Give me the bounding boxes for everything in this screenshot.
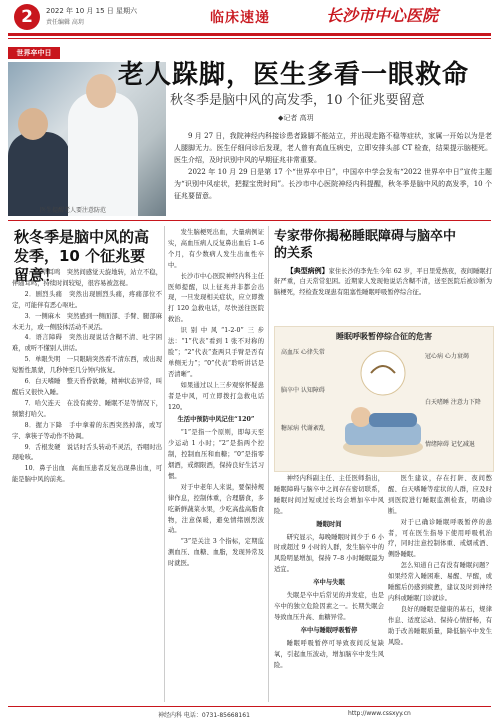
symptom-item: 1．眩晕耳鸣 突然间感觉天旋地转，站立不稳，伴随耳鸣，持续时间较短，很容易被忽视。 (12, 269, 162, 287)
middle-column (168, 228, 264, 570)
symptom-item: 8．握力下降 手中拿着的东西突然掉落，或写字、拿筷子等动作不协调。 (12, 421, 162, 440)
diagram-label: 白天嗜睡 注意力下降 (425, 399, 481, 406)
symptom-item: 9．舌根发硬 说话时舌头转动不灵活，吞咽时出现呛咳。 (12, 443, 162, 462)
body-paragraph: 长沙市中心医院神经内科主任医师提醒，以上征兆并非都会出现，一旦发现相关症状，应立即拨打 120 急救电话，尽快送往医院救治。 (168, 272, 264, 324)
column-divider (164, 226, 165, 702)
sleep-apnea-diagram (274, 326, 494, 472)
subheading: 卒中与睡眠呼吸暂停 (300, 626, 358, 634)
symptom-item: 5．单眼失明 一只眼睛突然看不清东西，或出现短暂性黑蒙，几秒钟至几分钟内恢复。 (12, 356, 162, 375)
body-paragraph: “1”是指一个原则，即每天至少运动 1 小时；“2”是指两个控制，控制血压和血糖；“0”是指零烟酒，戒烟限酒，保持良好生活习惯。 (168, 429, 264, 480)
body-paragraph: 神经内科副主任、主任医师指出，睡眠障碍与脑卒中之间存在密切联系，睡眠时间过短或过长均会增加卒中风险。 (274, 475, 384, 515)
editor: 责任编辑 高玥 (46, 19, 84, 26)
symptom-item: 10．鼻子出血 高血压患者反复出现鼻出血，可能是脑中风的前兆。 (12, 465, 162, 484)
subheadline: 秋冬季是脑中风的高发季，10 个征兆要留意 (170, 93, 425, 108)
footer-rule (8, 706, 491, 707)
body-paragraph: 对于中老年人来说，要保持规律作息，控制体重，合理膳食，多吃新鲜蔬菜水果，少吃高盐高脂食物，注意保暖，避免情绪剧烈波动。 (168, 483, 264, 535)
body-paragraph: 睡眠呼吸暂停可导致夜间反复缺氧，引起血压波动，增加脑卒中发生风险。 (274, 639, 384, 669)
byline: ◆记者 高玥 (278, 114, 314, 122)
body-paragraph: 如果通过以上三步观察怀疑患者是中风，可立即拨打急救电话 120。 (168, 381, 264, 411)
left-column (12, 268, 162, 486)
body-paragraph: 发生脑梗死出血，大量病例证实，高血压病人反复鼻出血后 1–6 个月，有少数病人发生出血性卒中。 (168, 229, 264, 269)
body-paragraph: 怎么知道自己有没有睡眠问题？如果经常入睡困难、易醒、早醒，或睡醒后仍感到疲惫，建议及时到神经内科或睡眠门诊就诊。 (388, 562, 492, 602)
left-heading: 秋冬季是脑中风的高发季，10 个征兆要留意！ (14, 228, 150, 284)
footer-phone: 神经内科 电话：0731-85668161 (158, 712, 250, 719)
right-column-b (388, 474, 492, 649)
intro-paragraph: 2022 年 10 月 29 日是第 17 个“世界卒中日”，中国卒中学会发布“2022 世界卒中日”宣传主题为“识别中风症状，把握宝贵时间”。长沙市中心医院神经内科提醒，秋冬季是脑中风的高发季，10 个征兆要留意。 (174, 168, 492, 200)
diagram-label: 高血压 心律失常 (281, 349, 325, 356)
body-paragraph: “3”是关注 3 个指标，定期监测血压、血糖、血脂，发现异常及时就医。 (168, 538, 264, 568)
case-panel (274, 266, 492, 324)
issue-date: 2022 年 10 月 15 日 星期六 (46, 7, 137, 15)
symptom-item: 7．哈欠连天 在没有疲劳、睡眠不足等情况下，频繁打哈欠。 (12, 399, 162, 418)
symptom-item: 4．语言障碍 突然出现说话含糊不清、吐字困难，或听不懂别人讲话。 (12, 334, 162, 353)
body-paragraph: 研究显示，每晚睡眠时间少于 6 小时或超过 9 小时的人群，发生脑卒中的风险明显增加，保持 7–8 小时睡眠最为适宜。 (274, 533, 384, 574)
symptom-item: 3．一侧麻木 突然感到一侧面部、手臂、腿部麻木无力，或一侧肢体活动不灵活。 (12, 312, 162, 331)
right-heading: 专家带你揭秘睡眠障碍与脑卒中的关系 (274, 229, 457, 261)
body-paragraph: 识别中风“1-2-0”三步法：“1”代表“看到 1 张不对称的脸”；“2”代表“查两只手臂是否有单侧无力”；“0”代表“聆听讲话是否清晰”。 (168, 327, 264, 378)
sleeping-person-illustration (341, 343, 425, 469)
body-paragraph: 医生建议，存在打鼾、夜间憋醒、白天嗜睡等症状的人群，应及时到医院进行睡眠监测检查，明确诊断。 (388, 475, 492, 515)
body-paragraph: 对于已确诊睡眠呼吸暂停的患者，可在医生指导下使用呼吸机治疗，同时注意控制体重、戒烟戒酒、侧卧睡眠。 (388, 518, 492, 559)
diagram-title: 睡眠呼吸暂停综合征的危害 (336, 332, 432, 341)
section-divider (8, 220, 491, 221)
column-divider (268, 226, 269, 702)
section-title: 临床速递 (210, 10, 270, 26)
footer-url[interactable]: http://www.cssxyy.cn (348, 710, 411, 717)
subheading: 生活中预防中风记住“120” (177, 416, 255, 424)
header-rule (8, 33, 491, 36)
headline: 老人跺脚，医生多看一眼救命 (118, 60, 470, 90)
body-paragraph: 良好的睡眠是健康的基石，规律作息、适度运动、保持心情舒畅，有助于改善睡眠质量，降低脑卒中发生风险。 (388, 605, 492, 646)
right-column-a (274, 474, 384, 671)
diagram-label: 脑卒中 认知障碍 (281, 387, 325, 394)
intro-paragraph: 9 月 27 日，我院神经内科接诊患者跺脚不能站立，并出现走路不稳等症状，家属一开始以为是老人腿脚无力。医生仔细问诊后发现，老人曾有高血压病史，立即安排头部 CT 检查，结果提示脑梗死。医生介绍，及时识别中风的早期征兆非常重要。 (174, 132, 492, 164)
symptom-item: 2．剧烈头痛 突然出现剧烈头痛，疼痛部位不定，可能伴有恶心呕吐。 (12, 290, 162, 309)
symptom-item: 6．白天嗜睡 整天昏昏欲睡，精神状态异常，叫醒后又很快入睡。 (12, 378, 162, 396)
body-paragraph: 失眠是卒中后常见的并发症，也是卒中的独立危险因素之一。长期失眠会导致血压升高、血糖异常。 (274, 592, 384, 621)
diagram-label: 糖尿病 代谢紊乱 (281, 425, 325, 432)
diagram-label: 冠心病 心力衰竭 (425, 353, 469, 360)
topic-tag: 世界卒中日 (8, 47, 60, 59)
photo-caption: 医生提醒老人要注意防范 (40, 207, 107, 214)
case-text: 家住长沙的李先生今年 62 岁，平日里爱熬夜，夜间睡眠打鼾严重，白天常常犯困。近期家人发现他说话含糊不清，送至医院后被诊断为脑梗死，经检查发现患有阻塞性睡眠呼吸暂停综合征。 (274, 268, 492, 296)
subheading: 睡眠时间 (316, 520, 342, 528)
hospital-logo: 长沙市中心医院 (326, 6, 439, 25)
diagram-label: 情绪障碍 记忆减退 (425, 441, 475, 448)
case-title: 【典型病例】 (286, 267, 329, 275)
intro-text (174, 130, 492, 202)
page-number: 2 (14, 4, 40, 30)
header-rule-thin (8, 38, 491, 39)
subheading: 卒中与失眠 (313, 579, 345, 587)
